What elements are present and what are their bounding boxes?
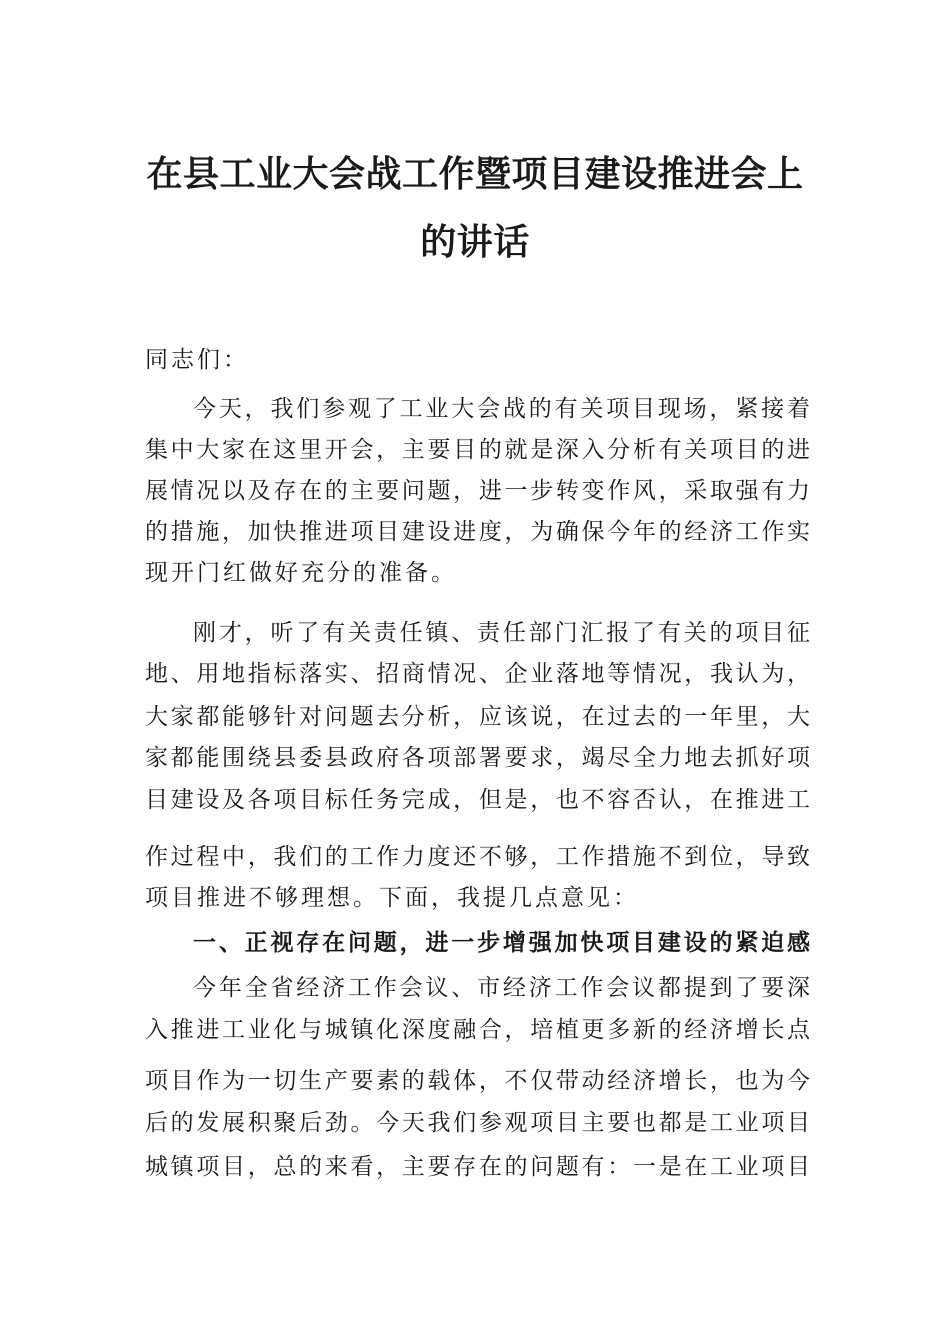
paragraph-2-line: 家都能围绕县委县政府各项部署要求，竭尽全力地去抓好项 — [145, 745, 810, 771]
paragraph-1-line: 现开门红做好充分的准备。 — [145, 560, 457, 586]
document-title-line-2: 的讲话 — [420, 221, 530, 263]
paragraph-2-line: 地、用地指标落实、招商情况、企业落地等情况，我认为， — [145, 661, 810, 687]
paragraph-3-line: 项目作为一切生产要素的载体，不仅带动经济增长，也为今 — [145, 1068, 810, 1094]
paragraph-3-line: 城镇项目，总的来看，主要存在的问题有：一是在工业项目 — [145, 1154, 810, 1180]
document-title-line-1: 在县工业大会战工作暨项目建设推进会上 — [146, 153, 804, 195]
paragraph-2-line: 刚才，听了有关责任镇、责任部门汇报了有关的项目征 — [193, 620, 810, 646]
paragraph-2-line: 作过程中，我们的工作力度还不够，工作措施不到位，导致 — [145, 844, 810, 870]
paragraph-1-line: 的措施，加快推进项目建设进度，为确保今年的经济工作实 — [145, 519, 810, 545]
paragraph-1-line: 今天，我们参观了工业大会战的有关项目现场，紧接着 — [193, 396, 810, 422]
paragraph-3-line: 今年全省经济工作会议、市经济工作会议都提到了要深 — [193, 975, 810, 1001]
paragraph-2-line: 目建设及各项目标任务完成，但是，也不容否认，在推进工 — [145, 787, 810, 813]
section-1-heading: 一、正视存在问题，进一步增强加快项目建设的紧迫感 — [193, 930, 810, 956]
paragraph-3-line: 后的发展积聚后劲。今天我们参观项目主要也都是工业项目 — [145, 1110, 810, 1136]
paragraph-2-line: 大家都能够针对问题去分析，应该说，在过去的一年里，大 — [145, 704, 810, 730]
paragraph-1-line: 集中大家在这里开会，主要目的就是深入分析有关项目的进 — [145, 437, 810, 463]
salutation: 同志们： — [145, 347, 249, 373]
paragraph-2-line: 项目推进不够理想。下面，我提几点意见： — [145, 885, 639, 911]
paragraph-3-line: 入推进工业化与城镇化深度融合，培植更多新的经济增长点 — [145, 1017, 810, 1043]
paragraph-1-line: 展情况以及存在的主要问题，进一步转变作风，采取强有力 — [145, 478, 810, 504]
